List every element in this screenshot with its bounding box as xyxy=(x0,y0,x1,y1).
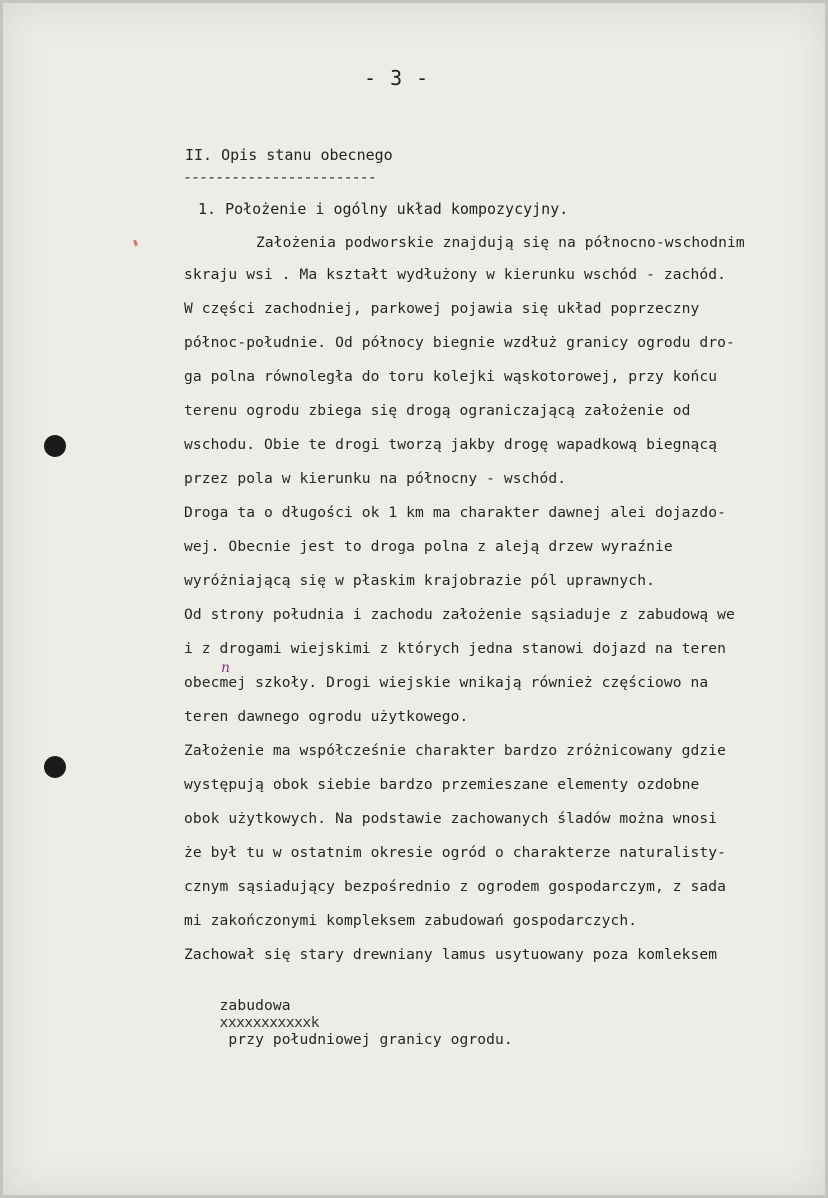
text-line: Założenie ma współcześnie charakter bardzo zróżnicowany gdzie xyxy=(184,742,727,759)
text-line: mi zakończonymi kompleksem zabudowań gospodarczych. xyxy=(184,912,638,929)
struck-out-text: xxxxxxxxxxxk xyxy=(219,1014,319,1031)
section-heading-underline: ------------------------ xyxy=(183,168,376,186)
section-heading: II. Opis stanu obecnego xyxy=(185,146,393,164)
punch-hole-lower xyxy=(44,756,66,778)
text-line: przez pola w kierunku na północny - wschód. xyxy=(184,470,567,487)
text-line: Droga ta o długości ok 1 km ma charakter dawnej alei dojazdo- xyxy=(184,504,727,521)
punch-hole-upper xyxy=(44,435,66,457)
text-line: teren dawnego ogrodu użytkowego. xyxy=(184,708,469,725)
text-fragment: przy południowej granicy ogrodu. xyxy=(219,1031,513,1048)
page-number: - 3 - xyxy=(364,66,430,90)
text-line: występują obok siebie bardzo przemieszane elementy ozdobne xyxy=(184,776,700,793)
text-line: północ-południe. Od północy biegnie wzdłuż granicy ogrodu dro- xyxy=(184,334,735,351)
text-line: Założenia podworskie znajdują się na północno-wschodnim xyxy=(256,234,745,251)
subsection-heading: 1. Położenie i ogólny układ kompozycyjny. xyxy=(198,200,569,218)
text-line: skraju wsi . Ma kształt wydłużony w kierunku wschód - zachód. xyxy=(184,266,727,283)
text-line: ga polna równoległa do toru kolejki wąskotorowej, przy końcu xyxy=(184,368,718,385)
handwritten-correction: n xyxy=(221,660,231,676)
text-line: i z drogami wiejskimi z których jedna stanowi dojazd na teren xyxy=(184,640,727,657)
text-line: obecmej szkoły. Drogi wiejskie wnikają również częściowo na xyxy=(184,674,709,691)
text-line: cznym sąsiadujący bezpośrednio z ogrodem gospodarczym, z sada xyxy=(184,878,727,895)
text-line: W części zachodniej, parkowej pojawia się układ poprzeczny xyxy=(184,300,700,317)
text-line: obok użytkowych. Na podstawie zachowanych śladów można wnosi xyxy=(184,810,718,827)
text-line: terenu ogrodu zbiega się drogą ograniczającą założenie od xyxy=(184,402,691,419)
text-line: wej. Obecnie jest to droga polna z aleją drzew wyraźnie xyxy=(184,538,673,555)
text-line: Zachował się stary drewniany lamus usytuowany poza komleksem xyxy=(184,946,718,963)
text-line-last xyxy=(184,980,513,1065)
text-line: że był tu w ostatnim okresie ogród o charakterze naturalisty- xyxy=(184,844,727,861)
text-fragment: zabudowa xyxy=(219,997,291,1014)
text-line: Od strony południa i zachodu założenie sąsiaduje z zabudową we xyxy=(184,606,735,623)
text-line: wyróżniającą się w płaskim krajobrazie pól uprawnych. xyxy=(184,572,655,589)
ink-mark xyxy=(133,240,138,247)
text-line: wschodu. Obie te drogi tworzą jakby drogę wapadkową biegnącą xyxy=(184,436,718,453)
